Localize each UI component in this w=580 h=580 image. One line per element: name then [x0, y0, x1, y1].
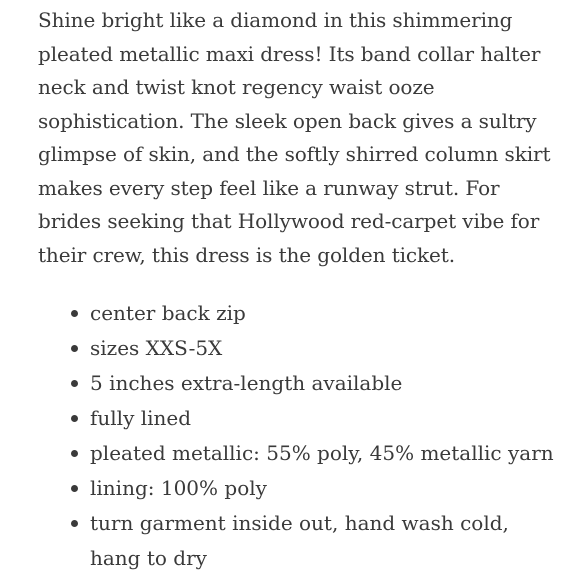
product-description: Shine bright like a diamond in this shimmering pleated metallic maxi dress! Its band collar halter neck and twist knot regency waist ooze sophistication. The sleek open back gives a sultry glimpse of skin, and the softly shirred column skirt makes every step feel like a runway strut. For brides seeking that Hollywood red-carpet vibe for their crew, this dress is the golden ticket. — [38, 8, 551, 267]
list-item: center back zip — [76, 296, 562, 331]
list-item: lining: 100% poly — [76, 471, 562, 506]
list-item: fully lined — [76, 401, 562, 436]
list-item: turn garment inside out, hand wash cold, hang to dry — [76, 506, 562, 576]
list-item: 5 inches extra-length available — [76, 366, 562, 401]
feature-list — [38, 296, 562, 576]
list-item: sizes XXS-5X — [76, 331, 562, 366]
list-item: pleated metallic: 55% poly, 45% metallic yarn — [76, 436, 562, 471]
